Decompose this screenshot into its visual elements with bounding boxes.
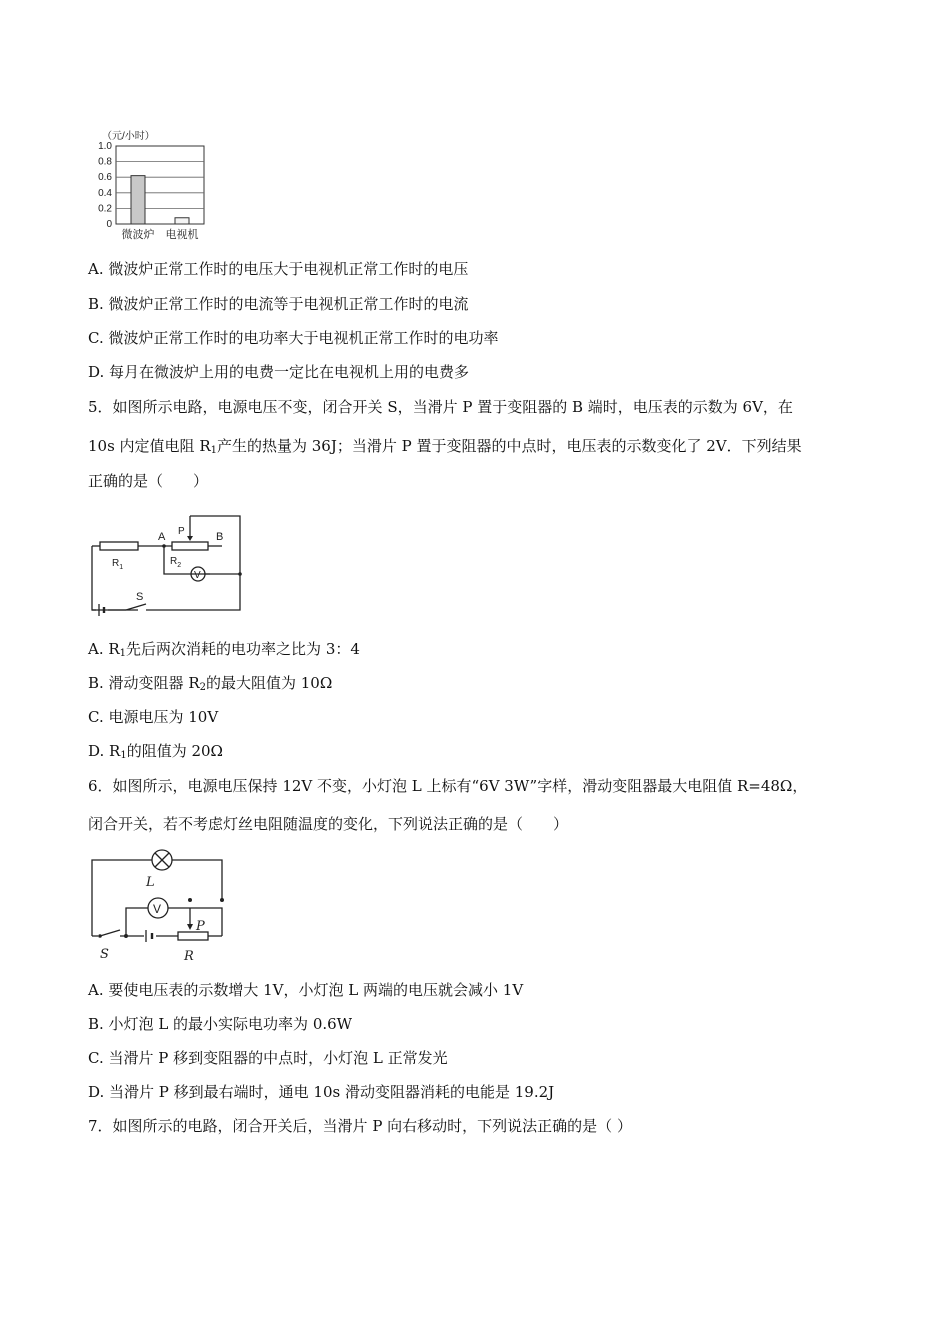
q5-option-c: C. 电源电压为 10V xyxy=(88,708,219,726)
q6-label-p: P xyxy=(196,919,205,934)
q5-stem-line1: 5．如图所示电路，电源电压不变，闭合开关 S，当滑片 P 置于变阻器的 B 端时，电压表的示数为 6V，在 xyxy=(88,398,793,416)
q6-option-b: B. 小灯泡 L 的最小实际电功率为 0.6W xyxy=(88,1015,353,1033)
chart-frame xyxy=(116,146,204,224)
chart-ytick-label: 0.2 xyxy=(98,203,112,215)
q7-stem-line1: 7．如图所示的电路，闭合开关后，当滑片 P 向右移动时，下列说法正确的是（ ） xyxy=(88,1117,632,1135)
q5-label-v: V xyxy=(194,570,201,581)
chart-ytick-label: 0 xyxy=(106,219,112,230)
q5-label-s: S xyxy=(136,591,144,603)
q6-stem-line2: 闭合开关，若不考虑灯丝电阻随温度的变化，下列说法正确的是（ ） xyxy=(88,815,569,833)
chart-bars xyxy=(131,176,189,224)
q6-label-s: S xyxy=(100,947,109,962)
q6-option-a: A. 要使电压表的示数增大 1V，小灯泡 L 两端的电压就会减小 1V xyxy=(88,981,524,999)
q6-label-l: L xyxy=(146,875,155,890)
q5-option-d: D. $R_1$的阻值为 20Ω xyxy=(88,742,223,761)
chart-xtick-label: 电视机 xyxy=(165,228,199,241)
q5-label-b: B xyxy=(216,531,224,543)
q6-label-r: R xyxy=(184,949,194,964)
q4-option-b: B. 微波炉正常工作时的电流等于电视机正常工作时的电流 xyxy=(88,295,469,313)
chart-ytick-label: 0.4 xyxy=(98,187,112,199)
q5-label-r2: $R_2$ xyxy=(170,556,182,569)
chart-yticks xyxy=(98,141,112,230)
chart-xticks xyxy=(122,227,199,241)
q4-option-d: D. 每月在微波炉上用的电费一定比在电视机上用的电费多 xyxy=(88,363,470,381)
q5-label-p: P xyxy=(178,526,185,537)
chart-ytick-label: 0.8 xyxy=(98,156,112,168)
chart-ytick-label: 0.6 xyxy=(98,172,112,184)
q5-option-a: A. $R_1$先后两次消耗的电功率之比为 3：4 xyxy=(88,640,360,659)
chart-xtick-label: 微波炉 xyxy=(121,228,155,241)
q6-label-v: V xyxy=(153,902,162,916)
q5-option-b: B. 滑动变阻器 $R_2$的最大阻值为 10Ω xyxy=(88,674,333,693)
q4-option-a: A. 微波炉正常工作时的电压大于电视机正常工作时的电压 xyxy=(88,260,469,278)
q5-label-a: A xyxy=(158,531,166,543)
q6-circuit-diagram xyxy=(86,846,236,966)
q5-label-r1: $R_1$ xyxy=(112,558,124,571)
q5-stem-line2: 10s 内定值电阻 $R_1$产生的热量为 36J；当滑片 P 置于变阻器的中点时，电压表的示数变化了 2V．下列结果 xyxy=(88,437,802,456)
bar-chart xyxy=(86,126,226,244)
q6-stem-line1: 6．如图所示，电源电压保持 12V 不变，小灯泡 L 上标有“6V 3W”字样，滑动变阻器最大电阻值 R=48Ω， xyxy=(88,777,808,795)
q4-option-c: C. 微波炉正常工作时的电功率大于电视机正常工作时的电功率 xyxy=(88,329,499,347)
chart-bar-0 xyxy=(131,176,145,224)
q6-option-d: D. 当滑片 P 移到最右端时，通电 10s 滑动变阻器消耗的电能是 19.2J xyxy=(88,1083,555,1101)
q5-stem-line3: 正确的是（ ） xyxy=(88,472,209,490)
chart-ytick-label: 1.0 xyxy=(98,141,112,152)
q6-option-c: C. 当滑片 P 移到变阻器的中点时，小灯泡 L 正常发光 xyxy=(88,1049,448,1067)
chart-gridlines xyxy=(116,146,204,224)
chart-bar-1 xyxy=(175,218,189,224)
q5-circuit-diagram xyxy=(86,510,246,616)
chart-ylabel: （元/小时） xyxy=(102,131,155,142)
